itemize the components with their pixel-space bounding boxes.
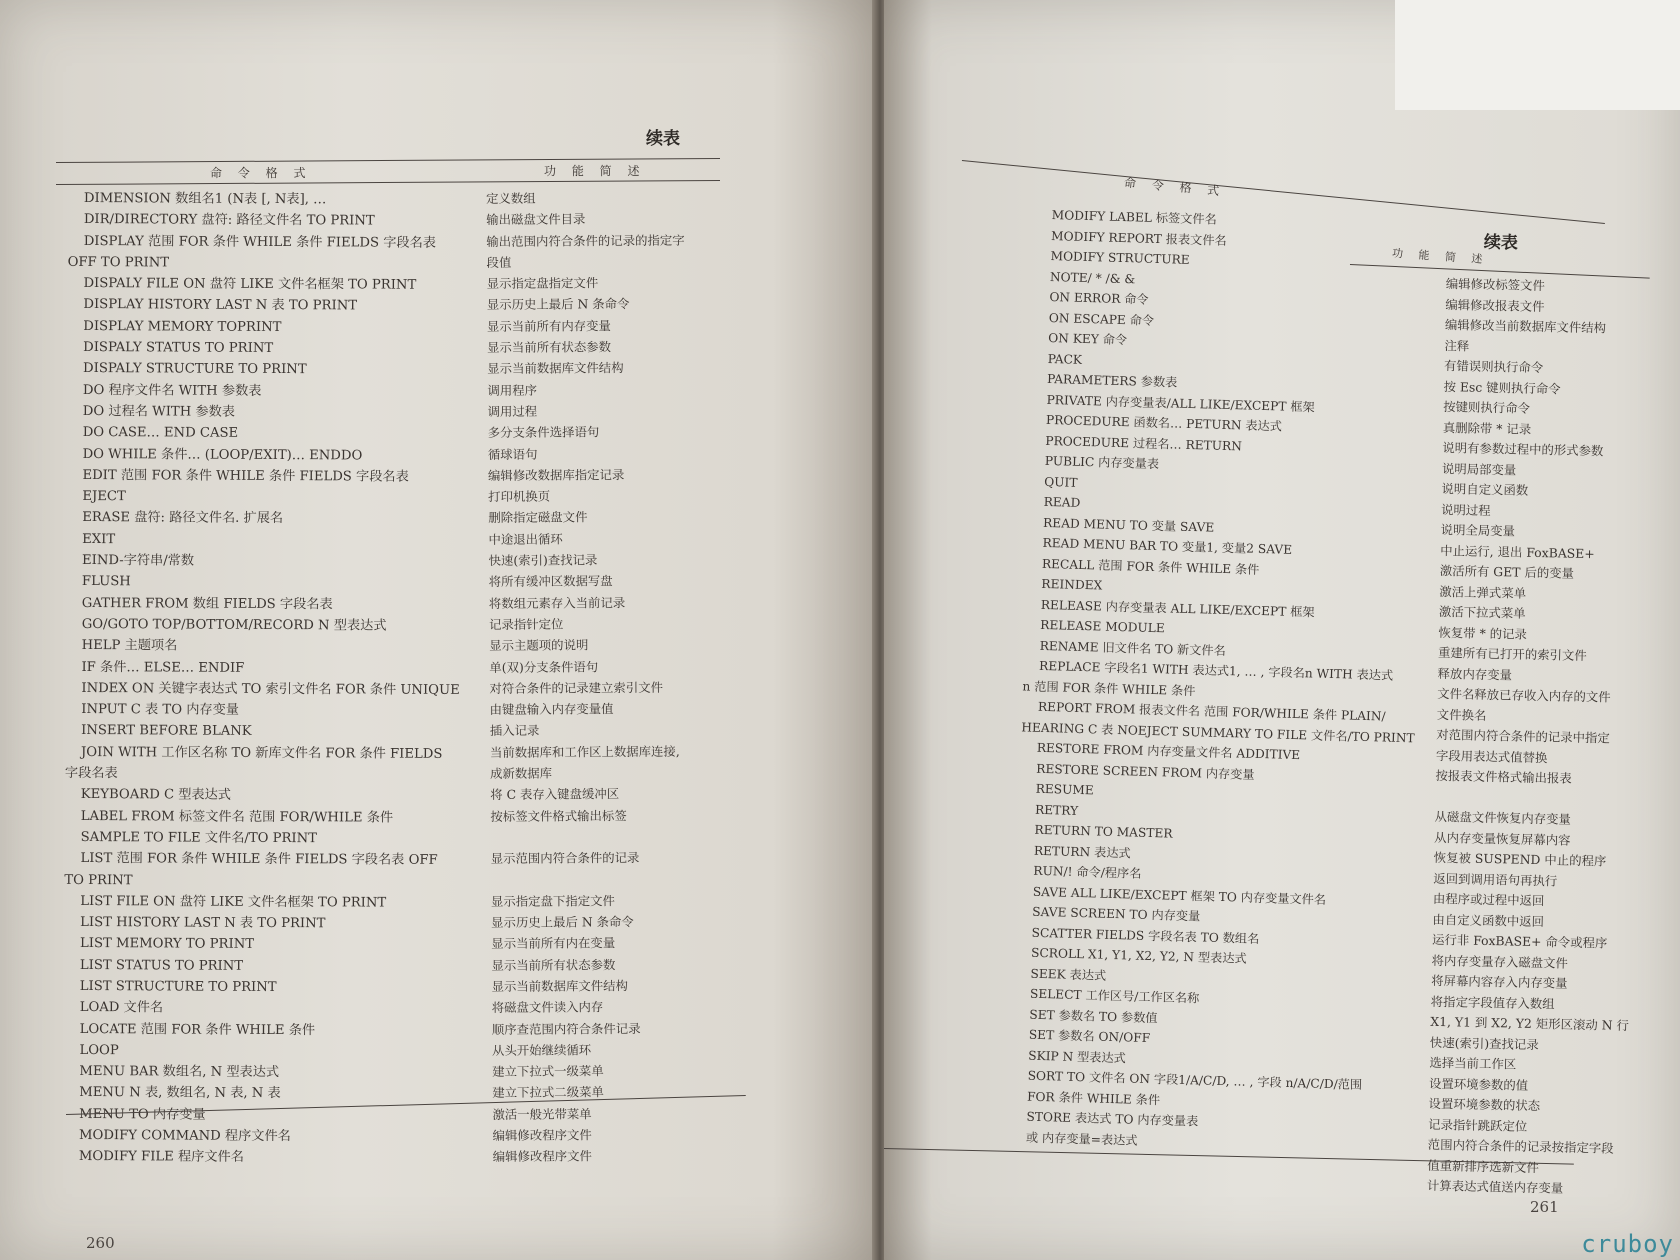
- left-command-entry: LIST 范围 FOR 条件 WHILE 条件 FIELDS 字段名表 OFF: [80, 851, 438, 869]
- left-function-entry: 显示当前数据库文件结构: [491, 978, 628, 994]
- right-function-entry: 选择当前工作区: [1429, 1054, 1517, 1072]
- left-function-entry: 编辑修改程序文件: [492, 1148, 592, 1165]
- right-function-entry: 计算表达式值送内存变量: [1426, 1177, 1564, 1196]
- left-function-entry: 从头开始继续循环: [491, 1042, 592, 1058]
- right-function-column: [1427, 274, 1676, 1201]
- left-command-entry: 字段名表: [64, 765, 118, 782]
- left-function-entry: 显示指定盘下指定文件: [490, 892, 615, 909]
- right-function-entry: 值重新排序选新文件: [1427, 1157, 1539, 1175]
- left-function-entry: 定义数组: [486, 190, 536, 206]
- right-command-entry: MODIFY STRUCTURE: [1050, 248, 1190, 267]
- right-function-entry: 记录指针跳跃定位: [1428, 1116, 1528, 1134]
- left-function-entry: 调用过程: [487, 403, 538, 419]
- left-function-entry: 将所有缓冲区数据写盘: [488, 573, 613, 590]
- right-command-entry: ON ESCAPE 命令: [1048, 310, 1155, 328]
- left-command-entry: EDIT 范围 FOR 条件 WHILE 条件 FIELDS 字段名表: [82, 467, 409, 485]
- right-function-entry: 编辑修改标签文件: [1445, 275, 1546, 294]
- left-command-entry: DO WHILE 条件… (LOOP/EXIT)… ENDDO: [82, 446, 363, 464]
- left-command-entry: LIST FILE ON 盘符 LIKE 文件名框架 TO PRINT: [80, 893, 387, 911]
- left-col-head-cmd: 命 令 格 式: [210, 166, 312, 180]
- left-function-entry: 显示当前数据库文件结构: [487, 360, 624, 377]
- right-function-entry: 范围内符合条件的记录按指定字段: [1427, 1136, 1614, 1156]
- right-function-entry: 说明局部变量: [1441, 460, 1517, 478]
- right-command-entry: READ MENU BAR TO 变量1, 变量2 SAVE: [1042, 535, 1293, 557]
- right-function-entry: 恢复带 * 的记录: [1438, 624, 1528, 642]
- right-command-entry: RESUME: [1035, 781, 1094, 798]
- right-command-entry: HEARING C 表 NOEJECT SUMMARY TO FILE 文件名/TO PRINT: [1021, 719, 1415, 745]
- left-command-entry: INDEX ON 关键字表达式 TO 索引文件名 FOR 条件 UNIQUE: [81, 680, 460, 698]
- right-command-entry: SEEK 表达式: [1030, 966, 1107, 983]
- left-command-entry: DISPLAY 范围 FOR 条件 WHILE 条件 FIELDS 字段名表: [83, 233, 437, 251]
- left-command-entry: DISPLAY HISTORY LAST N 表 TO PRINT: [83, 297, 358, 314]
- right-function-entry: 注释: [1444, 337, 1470, 354]
- left-function-entry: 成新数据库: [490, 765, 553, 782]
- right-command-entry: SORT TO 文件名 ON 字段1/A/C/D, … , 字段 n/A/C/D/范围: [1027, 1068, 1363, 1092]
- left-function-entry: 显示当前所有状态参数: [491, 956, 616, 973]
- left-command-entry: DISPALY FILE ON 盘符 LIKE 文件名框架 TO PRINT: [83, 276, 417, 293]
- left-function-entry: 多分支条件选择语句: [487, 424, 600, 441]
- right-command-entry: RESTORE FROM 内存变量文件名 ADDITIVE: [1036, 740, 1301, 763]
- right-command-entry: RETURN TO MASTER: [1034, 822, 1173, 841]
- right-command-entry: PROCEDURE 过程名… RETURN: [1045, 433, 1243, 453]
- right-command-entry: SET 参数名 TO 参数值: [1029, 1007, 1158, 1025]
- left-command-column: [64, 188, 504, 1170]
- left-function-entry: 输出磁盘文件目录: [486, 211, 586, 228]
- right-command-entry: SET 参数名 ON/OFF: [1028, 1027, 1151, 1046]
- left-command-entry: EXIT: [82, 531, 116, 547]
- left-command-entry: LOOP: [79, 1042, 119, 1059]
- left-function-entry: 由键盘输入内存变量值: [489, 701, 614, 718]
- left-command-entry: JOIN WITH 工作区名称 TO 新库文件名 FOR 条件 FIELDS: [81, 744, 443, 762]
- left-function-entry: 段值: [486, 254, 512, 270]
- right-function-entry: 恢复被 SUSPEND 中止的程序: [1433, 849, 1607, 869]
- left-function-entry: 打印机换页: [488, 488, 551, 505]
- right-function-entry: 运行非 FoxBASE+ 命令或程序: [1431, 931, 1608, 951]
- left-function-entry: 对符合条件的记录建立索引文件: [489, 679, 664, 696]
- right-function-entry: 说明全局变量: [1440, 521, 1516, 539]
- left-command-entry: DISPALY STRUCTURE TO PRINT: [83, 361, 307, 378]
- left-function-entry: 将 C 表存入键盘缓冲区: [490, 786, 620, 803]
- right-command-entry: RELEASE MODULE: [1040, 617, 1165, 636]
- right-function-entry: 说明有参数过程中的形式参数: [1442, 439, 1604, 459]
- right-command-entry: NOTE/ * /& &: [1049, 269, 1136, 286]
- left-command-entry: SAMPLE TO FILE 文件名/TO PRINT: [80, 829, 318, 847]
- right-function-entry: 文件名释放已存收入内存的文件: [1437, 685, 1611, 705]
- left-function-entry: 记录指针定位: [488, 616, 564, 632]
- right-function-entry: 将指定字段值存入数组: [1430, 993, 1555, 1011]
- right-function-entry: 快速(索引)查找记录: [1429, 1034, 1539, 1052]
- right-command-entry: PRIVATE 内存变量表/ALL LIKE/EXCEPT 框架: [1046, 392, 1315, 414]
- right-function-entry: 返回到调用语句再执行: [1433, 870, 1558, 888]
- left-table-title: 续表: [646, 129, 680, 149]
- left-command-entry: MENU TO 内存变量: [79, 1106, 206, 1123]
- right-function-entry: 按键则执行命令: [1443, 398, 1531, 416]
- right-command-entry: SKIP N 型表达式: [1028, 1048, 1127, 1065]
- right-function-entry: 有错误则执行命令: [1443, 357, 1544, 376]
- right-command-entry: RELEASE 内存变量表 ALL LIKE/EXCEPT 框架: [1040, 597, 1315, 619]
- right-function-entry: 真删除带 * 记录: [1442, 419, 1532, 437]
- left-command-entry: LOCATE 范围 FOR 条件 WHILE 条件: [79, 1021, 316, 1038]
- left-command-entry: EJECT: [82, 489, 126, 505]
- left-command-entry: TO PRINT: [64, 872, 133, 888]
- left-command-entry: GATHER FROM 数组 FIELDS 字段名表: [81, 595, 333, 612]
- right-command-entry: QUIT: [1044, 474, 1078, 490]
- right-function-entry: 由程序或过程中返回: [1432, 890, 1545, 909]
- left-command-entry: LABEL FROM 标签文件名 范围 FOR/WHILE 条件: [80, 808, 394, 826]
- right-function-entry: 从磁盘文件恢复内存变量: [1434, 808, 1572, 827]
- underlying-white-sheet: [1395, 0, 1680, 110]
- right-command-entry: PACK: [1047, 351, 1083, 367]
- right-function-entry: 中止运行, 退出 FoxBASE+: [1440, 542, 1595, 561]
- right-command-entry: SELECT 工作区号/工作区名称: [1029, 986, 1200, 1006]
- right-function-entry: 说明过程: [1440, 501, 1491, 518]
- right-command-entry: PUBLIC 内存变量表: [1044, 453, 1160, 472]
- right-function-entry: 释放内存变量: [1437, 665, 1513, 682]
- left-command-entry: DIR/DIRECTORY 盘符: 路径文件名 TO PRINT: [83, 212, 375, 229]
- left-command-entry: MODIFY COMMAND 程序文件名: [78, 1128, 291, 1145]
- left-function-entry: 调用程序: [487, 382, 538, 398]
- left-head-rule: [56, 180, 720, 185]
- right-function-entry: 设置环境参数的状态: [1428, 1095, 1541, 1114]
- left-function-entry: 显示当前所有内在变量: [491, 935, 616, 952]
- right-function-entry: 激活上弹式菜单: [1439, 583, 1527, 601]
- left-function-entry: 激活一般光带菜单: [492, 1106, 592, 1122]
- right-function-entry: 激活所有 GET 后的变量: [1439, 562, 1575, 581]
- right-function-entry: 对范围内符合条件的记录中指定: [1436, 726, 1610, 746]
- left-command-entry: LIST STRUCTURE TO PRINT: [79, 978, 277, 996]
- left-command-entry: LOAD 文件名: [79, 1000, 164, 1016]
- right-command-entry: REINDEX: [1041, 576, 1103, 593]
- right-command-entry: PARAMETERS 参数表: [1046, 371, 1178, 390]
- left-command-entry: DIMENSION 数组名1 (N表 [, N表], …: [83, 190, 327, 208]
- right-command-entry: SCATTER FIELDS 字段名表 TO 数组名: [1031, 925, 1260, 946]
- left-command-entry: DISPALY STATUS TO PRINT: [83, 340, 274, 357]
- right-function-entry: 由自定义函数中返回: [1432, 911, 1545, 929]
- left-function-entry: 单(双)分支条件语句: [489, 658, 599, 675]
- right-command-entry: SAVE ALL LIKE/EXCEPT 框架 TO 内存变量文件名: [1032, 884, 1327, 907]
- left-function-entry: 插入记录: [489, 723, 540, 739]
- left-page-number: 260: [86, 1234, 115, 1252]
- left-command-entry: MENU BAR 数组名, N 型表达式: [79, 1064, 280, 1081]
- right-function-entry: 将屏幕内容存入内存变量: [1431, 972, 1568, 991]
- right-function-entry: 编辑修改当前数据库文件结构: [1444, 316, 1607, 336]
- right-function-entry: 设置环境参数的值: [1428, 1075, 1529, 1093]
- left-command-entry: OFF TO PRINT: [67, 254, 170, 271]
- right-command-entry: n 范围 FOR 条件 WHILE 条件: [1022, 678, 1196, 698]
- left-command-entry: INPUT C 表 TO 内存变量: [81, 702, 240, 718]
- left-command-entry: MENU N 表, 数组名, N 表, N 表: [79, 1085, 281, 1102]
- right-function-entry: 编辑修改报表文件: [1445, 296, 1545, 314]
- left-command-entry: ERASE 盘符: 路径文件名. 扩展名: [82, 510, 284, 527]
- right-command-entry: READ: [1043, 494, 1081, 510]
- left-function-entry: [490, 825, 730, 848]
- right-function-entry: 按 Esc 键则执行命令: [1443, 378, 1561, 396]
- left-command-entry: EIND-字符串/常数: [82, 553, 195, 569]
- right-function-entry: 按报表文件格式输出报表: [1435, 767, 1572, 786]
- right-command-entry: RESTORE SCREEN FROM 内存变量: [1036, 761, 1255, 782]
- right-command-entry: RETRY: [1034, 802, 1079, 818]
- right-command-entry: REPORT FROM 报表文件名 范围 FOR/WHILE 条件 PLAIN/: [1037, 699, 1386, 724]
- left-function-entry: 显示主题项的说明: [489, 637, 589, 654]
- left-command-entry: DO CASE… END CASE: [82, 425, 239, 442]
- left-function-entry: 循球语句: [487, 446, 538, 462]
- right-command-entry: ON KEY 命令: [1048, 330, 1128, 348]
- left-command-entry: IF 条件… ELSE… ENDIF: [81, 659, 245, 676]
- right-function-entry: 字段用表达式值替换: [1435, 747, 1548, 765]
- left-function-entry: 删除指定磁盘文件: [488, 509, 588, 526]
- right-command-entry: REPLACE 字段名1 WITH 表达式1, … , 字段名n WITH 表达式: [1038, 658, 1394, 683]
- left-command-entry: DO 程序文件名 WITH 参数表: [82, 382, 262, 399]
- right-function-entry: 重建所有已打开的索引文件: [1437, 644, 1587, 664]
- left-function-entry: 显示当前所有内存变量: [486, 317, 611, 334]
- left-command-entry: LIST MEMORY TO PRINT: [80, 936, 255, 953]
- right-function-entry: 从内存变量恢复屏幕内容: [1434, 829, 1571, 848]
- left-command-entry: DISPLAY MEMORY TOPRINT: [83, 318, 282, 335]
- left-function-entry: 显示历史上最后 N 条命令: [486, 296, 630, 313]
- left-command-entry: MODIFY FILE 程序文件名: [78, 1149, 244, 1166]
- watermark: cruboy: [1581, 1230, 1674, 1258]
- right-function-entry: 激活下拉式菜单: [1438, 603, 1526, 621]
- left-function-entry: 编辑修改数据库指定记录: [487, 466, 625, 483]
- left-function-entry: 编辑修改程序文件: [492, 1127, 592, 1144]
- left-command-entry: LIST STATUS TO PRINT: [79, 957, 244, 974]
- left-command-entry: DO 过程名 WITH 参数表: [82, 403, 236, 420]
- left-function-entry: 显示范围内符合条件的记录: [490, 850, 640, 867]
- left-function-entry: 中途退出循环: [488, 531, 563, 547]
- right-command-entry: MODIFY LABEL 标签文件名: [1051, 207, 1217, 227]
- left-function-entry: 建立下拉式二级菜单: [492, 1084, 604, 1101]
- right-function-entry: 说明自定义函数: [1441, 480, 1529, 498]
- right-command-entry: FOR 条件 WHILE 条件: [1026, 1089, 1161, 1107]
- right-command-entry: SCROLL X1, Y1, X2, Y2, N 型表达式: [1030, 945, 1247, 966]
- right-command-entry: RETURN 表达式: [1033, 843, 1131, 860]
- left-function-entry: [491, 868, 731, 891]
- right-function-entry: 将内存变量存入磁盘文件: [1431, 952, 1569, 971]
- right-function-entry: X1, Y1 到 X2, Y2 矩形区滚动 N 行: [1430, 1013, 1630, 1033]
- left-function-entry: 将磁盘文件读入内存: [491, 999, 604, 1016]
- right-command-entry: READ MENU TO 变量 SAVE: [1042, 515, 1215, 535]
- right-command-entry: 或 内存变量=表达式: [1025, 1130, 1138, 1148]
- left-function-entry: 显示指定盘指定文件: [486, 275, 599, 292]
- left-function-entry: 建立下拉式一级菜单: [492, 1063, 604, 1080]
- right-command-entry: RECALL 范围 FOR 条件 WHILE 条件: [1041, 556, 1260, 577]
- left-command-entry: GO/GOTO TOP/BOTTOM/RECORD N 型表达式: [81, 616, 387, 634]
- right-command-entry: MODIFY REPORT 报表文件名: [1050, 228, 1227, 248]
- right-command-column: [1021, 205, 1415, 1157]
- left-function-entry: 当前数据库和工作区上数据库连接,: [489, 743, 680, 760]
- right-col-head-func: 功 能 简 述: [1391, 246, 1489, 267]
- left-function-entry: 显示历史上最后 N 条命令: [491, 914, 634, 931]
- left-function-entry: 快速(索引)查找记录: [488, 552, 598, 569]
- left-function-column: [486, 186, 733, 1167]
- left-function-entry: 显示当前所有状态参数: [487, 339, 612, 356]
- left-function-entry: 顺序查范围内符合条件记录: [491, 1020, 641, 1037]
- left-command-entry: FLUSH: [81, 574, 131, 590]
- left-command-entry: INSERT BEFORE BLANK: [81, 723, 252, 740]
- left-function-entry: 将数组元素存入当前记录: [488, 594, 626, 611]
- left-command-entry: HELP 主题项名: [81, 638, 178, 654]
- right-command-entry: RENAME 旧文件名 TO 新文件名: [1039, 638, 1226, 658]
- right-command-entry: SAVE SCREEN TO 内存变量: [1032, 904, 1201, 924]
- right-function-entry: 文件换名: [1436, 706, 1487, 723]
- right-command-entry: PROCEDURE 函数名… PETURN 表达式: [1045, 412, 1283, 434]
- left-function-entry: 按标签文件格式输出标签: [490, 807, 627, 824]
- right-command-entry: ON ERROR 命令: [1049, 289, 1149, 307]
- right-command-entry: STORE 表达式 TO 内存变量表: [1026, 1109, 1199, 1129]
- right-col-head-cmd: 命 令 格 式: [1123, 175, 1226, 199]
- right-command-entry: RUN/! 命令/程序名: [1033, 863, 1142, 881]
- left-command-entry: KEYBOARD C 型表达式: [80, 787, 232, 804]
- left-function-entry: 输出范围内符合条件的记录的指定字: [486, 232, 685, 249]
- left-command-entry: LIST HISTORY LAST N 表 TO PRINT: [80, 915, 326, 932]
- right-page-number: 261: [1530, 1198, 1559, 1216]
- left-col-head-func: 功 能 简 述: [544, 164, 646, 178]
- right-table-title: 续表: [1483, 232, 1519, 254]
